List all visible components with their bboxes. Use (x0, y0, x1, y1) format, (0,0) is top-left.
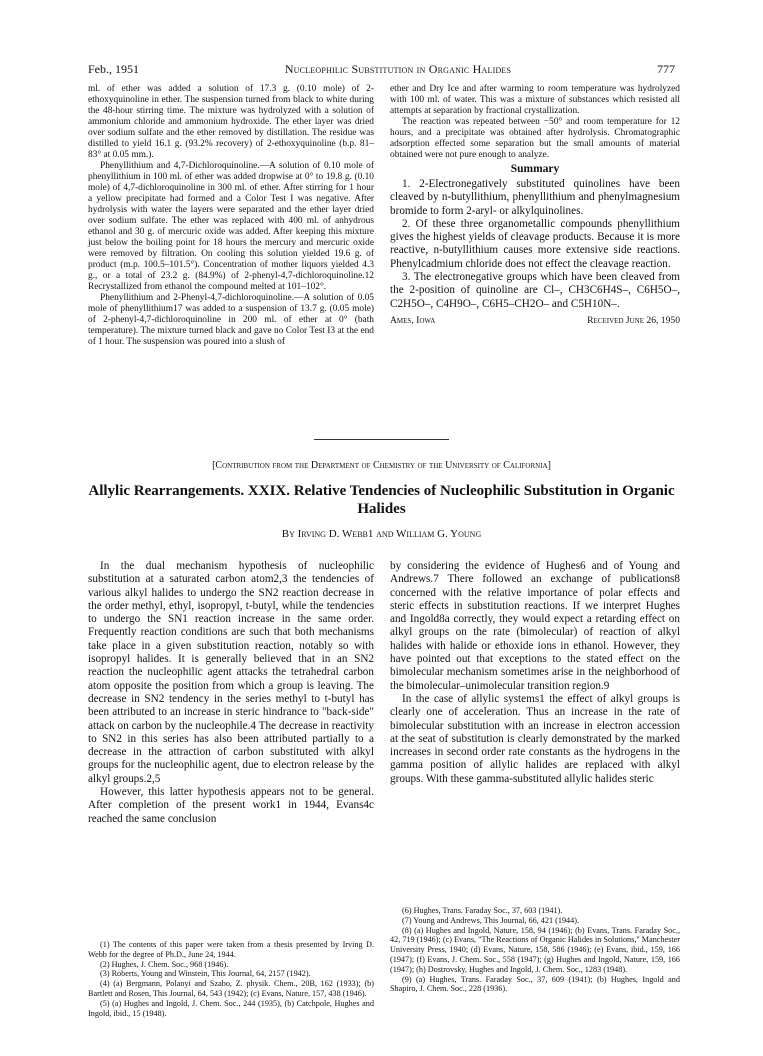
right-column-top (390, 84, 680, 326)
header-date: Feb., 1951 (88, 62, 139, 76)
running-header (88, 62, 675, 78)
paragraph: ml. of ether was added a solution of 17.3 g. (0.10 mole) of 2-ethoxyquinoline in ether. The suspension turned from black to white during the 48-hour stirring time. The mixture was hydrolyzed with a solution of ammonium chloride and ammonium hydroxide. The ether layer was dried over sodium sulfate and the ether removed by distillation. The residue was distilled to yield 16.1 g. (93.2% recovery) of 2-ethoxyquinoline (b.p. 81–83° at 0.05 mm.). (88, 84, 374, 160)
footnotes-right (390, 906, 680, 994)
summary-item: 2. Of these three organometallic compounds phenyllithium gives the highest yields of cleavage products. Because it is more reactive, n-butyllithium causes more extensive side reactions. Phenylcadmium chloride does not effect the cleavage reaction. (390, 217, 680, 270)
paragraph: ether and Dry Ice and after warming to room temperature was hydrolyzed with 100 ml. of water. This was a mixture of substances which resisted all attempts at separation by fractional crystallization. (390, 84, 680, 116)
paragraph: by considering the evidence of Hughes6 and of Young and Andrews.7 There followed an exchange of publications8 concerned with the relative importance of polar effects and steric effects in substitution reactions. If we interpret Hughes and Ingold8a correctly, they would expect a retarding effect on alkyl groups on the rate (bimolecular) of reaction of alkyl halides with halide or ethoxide ions in ethanol. However, they have pointed out that exceptions to the stated effect on the bimolecular mechanism sometimes arise in the neighborhood of the bimolecular–unimolecular transition region.9 (390, 560, 680, 692)
footnote: (7) Young and Andrews, This Journal, 66, 421 (1944). (402, 915, 580, 925)
section-divider (314, 439, 449, 440)
paragraph: In the case of allylic systems1 the effect of alkyl groups is clearly one of acceleration. Thus an increase in the rate of bimolecular substitution with an increase in electron accession at the seat of substitution is clearly demonstrated by the marked increases in second order rate constants as the hydrogens in the gamma position of allylic halides are replaced with alkyl groups. With these gamma-substituted allylic halides steric (390, 692, 680, 785)
footnote: (4) (a) Bergmann, Polanyi and Szabo, Z. physik. Chem., 20B, 162 (1933); (b) Bartlett and Rosen, This Journal, 64, 543 (1942); (c) Evans, Nature, 157, 438 (1946). (88, 979, 374, 998)
footnotes-left (88, 940, 374, 1018)
header-journal-title: Nucleophilic Substitution in Organic Halides (284, 62, 512, 76)
footnote: (6) Hughes, Trans. Faraday Soc., 37, 603 (1941). (402, 906, 563, 915)
left-column-top (88, 84, 374, 348)
body-right-column (390, 560, 680, 786)
received-date: Received June 26, 1950 (587, 314, 680, 326)
footnote: (5) (a) Hughes and Ingold, J. Chem. Soc., 244 (1935), (b) Catchpole, Hughes and Ingold, ibid., 15 (1948). (88, 998, 374, 1018)
article-title: Allylic Rearrangements. XXIX. Relative Tendencies of Nucleophilic Substitution in Organic Halides (88, 483, 675, 517)
contribution-line: [Contribution from the Department of Chemistry of the University of California] (212, 460, 551, 471)
summary-heading: Summary (510, 163, 560, 175)
footnote: (2) Hughes, J. Chem. Soc., 968 (1946). (100, 959, 229, 969)
header-page-number: 777 (656, 62, 675, 76)
summary-item: 1. 2-Electronegatively substituted quinolines have been cleaved by n-butyllithium, phenyllithium and phenylmagnesium bromide to form 2-aryl- or alkylquinolines. (390, 178, 680, 217)
paragraph: However, this latter hypothesis appears not to be general. After completion of the present work1 in 1944, Evans4c reached the same conclusion (88, 786, 374, 825)
submission-info (390, 315, 680, 326)
paragraph: Phenyllithium and 4,7-Dichloroquinoline.—A solution of 0.10 mole of phenyllithium in 100 ml. of ether was added dropwise at 0° to 19.8 g. (0.10 mole) of 4,7-dichloroquinoline in 300 ml. of ether. After stirring for 1 hour a yellow precipitate had formed and a Color Test I was negative. After hydrolysis with water the layers were separated and the ether layer dried over sodium sulfate. The ether was replaced with 400 ml. of anhydrous ethanol and 30 g. of mercuric oxide was added. After keeping this mixture just below the boiling point for 18 hours the mercury and mercuric oxide were removed by filtration. On cooling this solution yielded 19.6 g. of product (m.p. 100.5–101.5°). Concentration of mother liquors yielded 4.3 g., or a total of 23.2 g. (84.9%) of 2-phenyl-4,7-dichloroquinoline.12 Recrystallized from ethanol the compound melted at 101–102°. (88, 161, 374, 292)
paragraph: In the dual mechanism hypothesis of nucleophilic substitution at a saturated carbon atom2,3 the tendencies of various alkyl halides to undergo the SN2 reaction decrease in the order methyl, ethyl, isopropyl, t-butyl, while the tendencies to undergo the SN1 reaction increase in the same order. Frequently reaction conditions are such that both mechanisms take place in a given substitution reaction, notably so with isopropyl halides. It is generally believed that in an SN2 reaction the nucleophilic agent attacks the tetrahedral carbon atom opposite the position from which a group is leaving. The decrease in SN2 tendency in the series methyl to t-butyl has been attributed to an increase in steric hindrance to "back-side" attack on carbon by the nucleophile.4 The decrease in reactivity to SN2 in this series has also been attributed partially to a decrease in the attraction of carbon substituted with alkyl groups for the nucleophilic agent, due to electron release by the alkyl groups.2,5 (88, 560, 374, 785)
paragraph: The reaction was repeated between −50° and room temperature for 12 hours, and a precipitate was obtained after hydrolysis. Chromatographic adsorption effected some separation but the small amounts of material obtained were not pure enough to analyze. (390, 117, 680, 160)
footnote: (8) (a) Hughes and Ingold, Nature, 158, 94 (1946); (b) Evans, Trans. Faraday Soc., 42, 719 (1946); (c) Evans, "The Reactions of Organic Halides in Solutions," Manchester University Press, 1940; (d) Evans, Nature, 158, 586 (1946); (e) Evans, ibid., 159, 166 (1947); (f) Evans, J. Chem. Soc., 558 (1947); (g) Hughes and Ingold, Nature, 159, 166 (1947); (h) Dostrovsky, Hughes and Ingold, J. Chem. Soc., 1283 (1948). (390, 925, 680, 974)
body-left-column (88, 560, 374, 826)
footnote: (3) Roberts, Young and Winstein, This Journal, 64, 2157 (1942). (100, 969, 311, 979)
summary-item: 3. The electronegative groups which have been cleaved from the 2-position of quinoline are Cl–, CH3C6H4S–, C6H5O–, C2H5O–, C4H9O–, C6H5–CH2O– and C5H10N–. (390, 271, 680, 310)
footnote: (9) (a) Hughes, Trans. Faraday Soc., 37, 609 (1941); (b) Hughes, Ingold and Shapiro, J. Chem. Soc., 228 (1936). (390, 974, 680, 994)
footnote: (1) The contents of this paper were taken from a thesis presented by Irving D. Webb for the degree of Ph.D., June 24, 1944. (88, 940, 374, 959)
paragraph: Phenyllithium and 2-Phenyl-4,7-dichloroquinoline.—A solution of 0.05 mole of phenyllithium17 was added to a suspension of 13.7 g. (0.05 mole) of 2-phenyl-4,7-dichloroquinoline in 200 ml. of ether at 0° (bath temperature). The mixture turned black and gave no Color Test I3 at the end of 1 hour. The suspension was poured into a slush of (88, 293, 374, 347)
article-byline: By Irving D. Webb1 and William G. Young (281, 528, 482, 540)
location: Ames, Iowa (390, 314, 436, 326)
